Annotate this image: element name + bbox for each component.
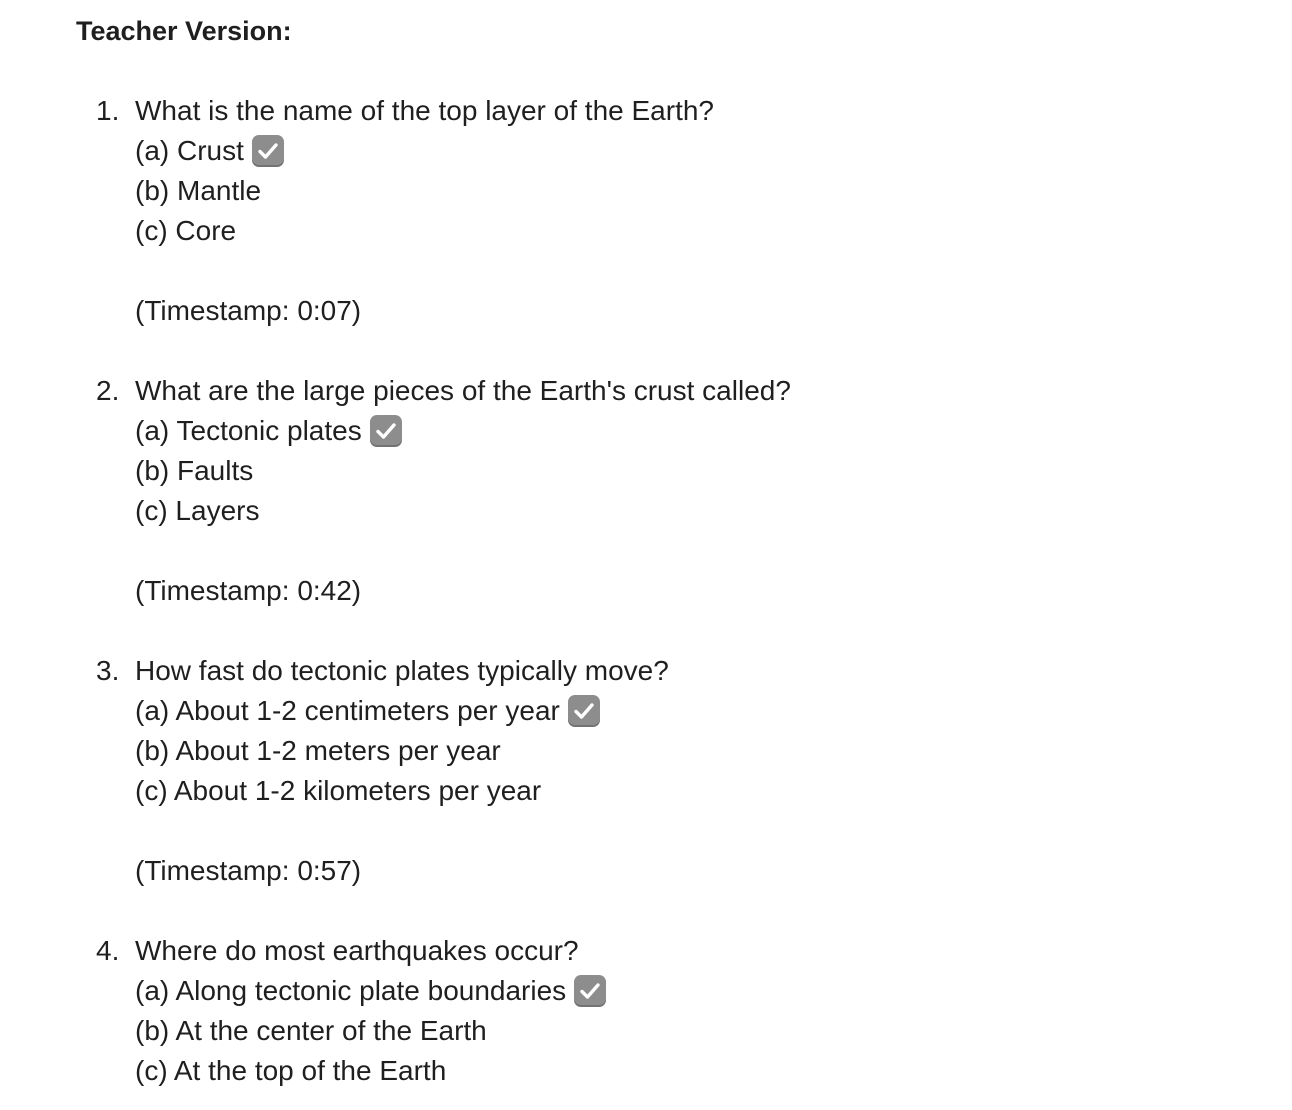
- question-text: What are the large pieces of the Earth's crust called?: [135, 375, 791, 406]
- question-text: Where do most earthquakes occur?: [135, 935, 579, 966]
- question-3: [0, 651, 1292, 891]
- question-line: [0, 651, 1292, 691]
- answer-option-label: (c) At the top of the Earth: [135, 1055, 447, 1086]
- answer-option-c: [0, 771, 1292, 811]
- answer-option-label: (b) At the center of the Earth: [135, 1015, 487, 1046]
- answer-option-b: [0, 731, 1292, 771]
- timestamp: (Timestamp: 0:42): [135, 575, 362, 606]
- question-number: 3.: [96, 655, 120, 686]
- check-mark-button-icon: [252, 135, 284, 167]
- answer-option-label: (b) Faults: [135, 455, 254, 486]
- answer-option-label: (a) Along tectonic plate boundaries: [135, 975, 567, 1006]
- timestamp: (Timestamp: 0:57): [135, 855, 362, 886]
- answer-option-c: [0, 211, 1292, 251]
- answer-option-label: (a) Crust: [135, 135, 244, 166]
- answer-option-label: (c) About 1-2 kilometers per year: [135, 775, 542, 806]
- answer-option-label: (a) About 1-2 centimeters per year: [135, 695, 560, 726]
- answer-option-a: [0, 411, 1292, 451]
- answer-option-label: (c) Layers: [135, 495, 260, 526]
- answer-option-a: [0, 691, 1292, 731]
- question-text: What is the name of the top layer of the Earth?: [135, 95, 714, 126]
- question-2: [0, 371, 1292, 611]
- question-number: 1.: [96, 95, 120, 126]
- check-mark-button-icon: [568, 695, 600, 727]
- answer-option-b: [0, 451, 1292, 491]
- answer-option-c: [0, 491, 1292, 531]
- answer-option-label: (a) Tectonic plates: [135, 415, 362, 446]
- answer-option-b: [0, 1011, 1292, 1051]
- answer-option-c: [0, 1051, 1292, 1091]
- question-4: [0, 931, 1292, 1091]
- timestamp: (Timestamp: 0:07): [135, 295, 362, 326]
- answer-option-label: (b) Mantle: [135, 175, 262, 206]
- question-line: [0, 91, 1292, 131]
- page-title: Teacher Version:: [76, 16, 292, 46]
- question-text: How fast do tectonic plates typically move?: [135, 655, 669, 686]
- question-number: 2.: [96, 375, 120, 406]
- answer-option-a: [0, 971, 1292, 1011]
- question-line: [0, 371, 1292, 411]
- answer-option-b: [0, 171, 1292, 211]
- question-number: 4.: [96, 935, 120, 966]
- check-mark-button-icon: [574, 975, 606, 1007]
- question-line: [0, 931, 1292, 971]
- answer-option-a: [0, 131, 1292, 171]
- check-mark-button-icon: [370, 415, 402, 447]
- answer-option-label: (c) Core: [135, 215, 237, 246]
- question-1: [0, 91, 1292, 331]
- answer-option-label: (b) About 1-2 meters per year: [135, 735, 501, 766]
